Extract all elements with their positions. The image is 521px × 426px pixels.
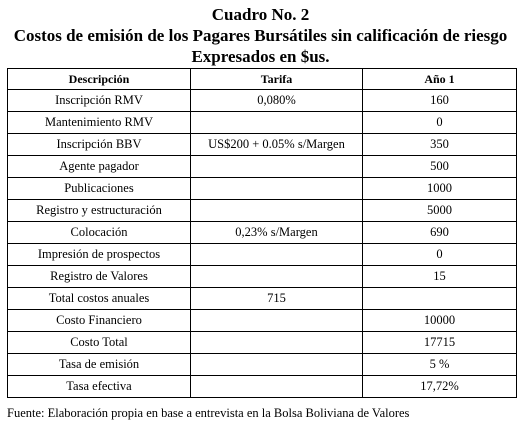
table-caption [0,4,521,67]
cell-anio1: 15 [363,266,517,288]
cell-descripcion: Costo Total [8,332,191,354]
cell-anio1: 0 [363,244,517,266]
cell-tarifa [191,266,363,288]
header-tarifa: Tarifa [191,69,363,90]
cell-descripcion: Inscripción BBV [8,134,191,156]
cell-tarifa [191,244,363,266]
costs-table [7,68,517,398]
cell-anio1: 17,72% [363,376,517,398]
cell-descripcion: Registro y estructuración [8,200,191,222]
cell-anio1: 5000 [363,200,517,222]
table-row [8,222,517,244]
table-row [8,156,517,178]
table-row [8,200,517,222]
table-row [8,376,517,398]
cell-descripcion: Tasa efectiva [8,376,191,398]
cell-tarifa: 715 [191,288,363,310]
table-row [8,244,517,266]
cell-descripcion: Colocación [8,222,191,244]
table-row [8,112,517,134]
cell-tarifa: US$200 + 0.05% s/Margen [191,134,363,156]
cell-tarifa [191,178,363,200]
cell-anio1: 350 [363,134,517,156]
cell-tarifa: 0,23% s/Margen [191,222,363,244]
source-note: Fuente: Elaboración propia en base a entrevista en la Bolsa Boliviana de Valores [7,406,410,420]
caption-units: Expresados en $us. [191,47,330,66]
cell-tarifa [191,156,363,178]
table-row [8,134,517,156]
cell-anio1 [363,288,517,310]
cell-descripcion: Impresión de prospectos [8,244,191,266]
cell-tarifa [191,376,363,398]
header-anio1: Año 1 [363,69,517,90]
cell-tarifa [191,332,363,354]
cell-anio1: 0 [363,112,517,134]
table-row [8,266,517,288]
table-row [8,310,517,332]
cell-descripcion: Mantenimiento RMV [8,112,191,134]
cell-descripcion: Total costos anuales [8,288,191,310]
cell-descripcion: Costo Financiero [8,310,191,332]
table-row [8,354,517,376]
cell-anio1: 5 % [363,354,517,376]
caption-number: Cuadro No. 2 [211,5,310,24]
cell-anio1: 690 [363,222,517,244]
cell-descripcion: Publicaciones [8,178,191,200]
table-row [8,178,517,200]
cell-anio1: 10000 [363,310,517,332]
table-row [8,332,517,354]
header-descripcion: Descripción [8,69,191,90]
caption-title: Costos de emisión de los Pagares Bursátiles sin calificación de riesgo [13,26,508,45]
cell-tarifa [191,200,363,222]
cell-tarifa [191,310,363,332]
cell-tarifa [191,112,363,134]
table-header-row [8,69,517,90]
cell-anio1: 17715 [363,332,517,354]
cell-anio1: 500 [363,156,517,178]
table-row [8,90,517,112]
table-row [8,288,517,310]
cell-anio1: 160 [363,90,517,112]
cell-descripcion: Tasa de emisión [8,354,191,376]
cell-descripcion: Registro de Valores [8,266,191,288]
cell-anio1: 1000 [363,178,517,200]
cell-tarifa: 0,080% [191,90,363,112]
cell-descripcion: Agente pagador [8,156,191,178]
cell-descripcion: Inscripción RMV [8,90,191,112]
cell-tarifa [191,354,363,376]
